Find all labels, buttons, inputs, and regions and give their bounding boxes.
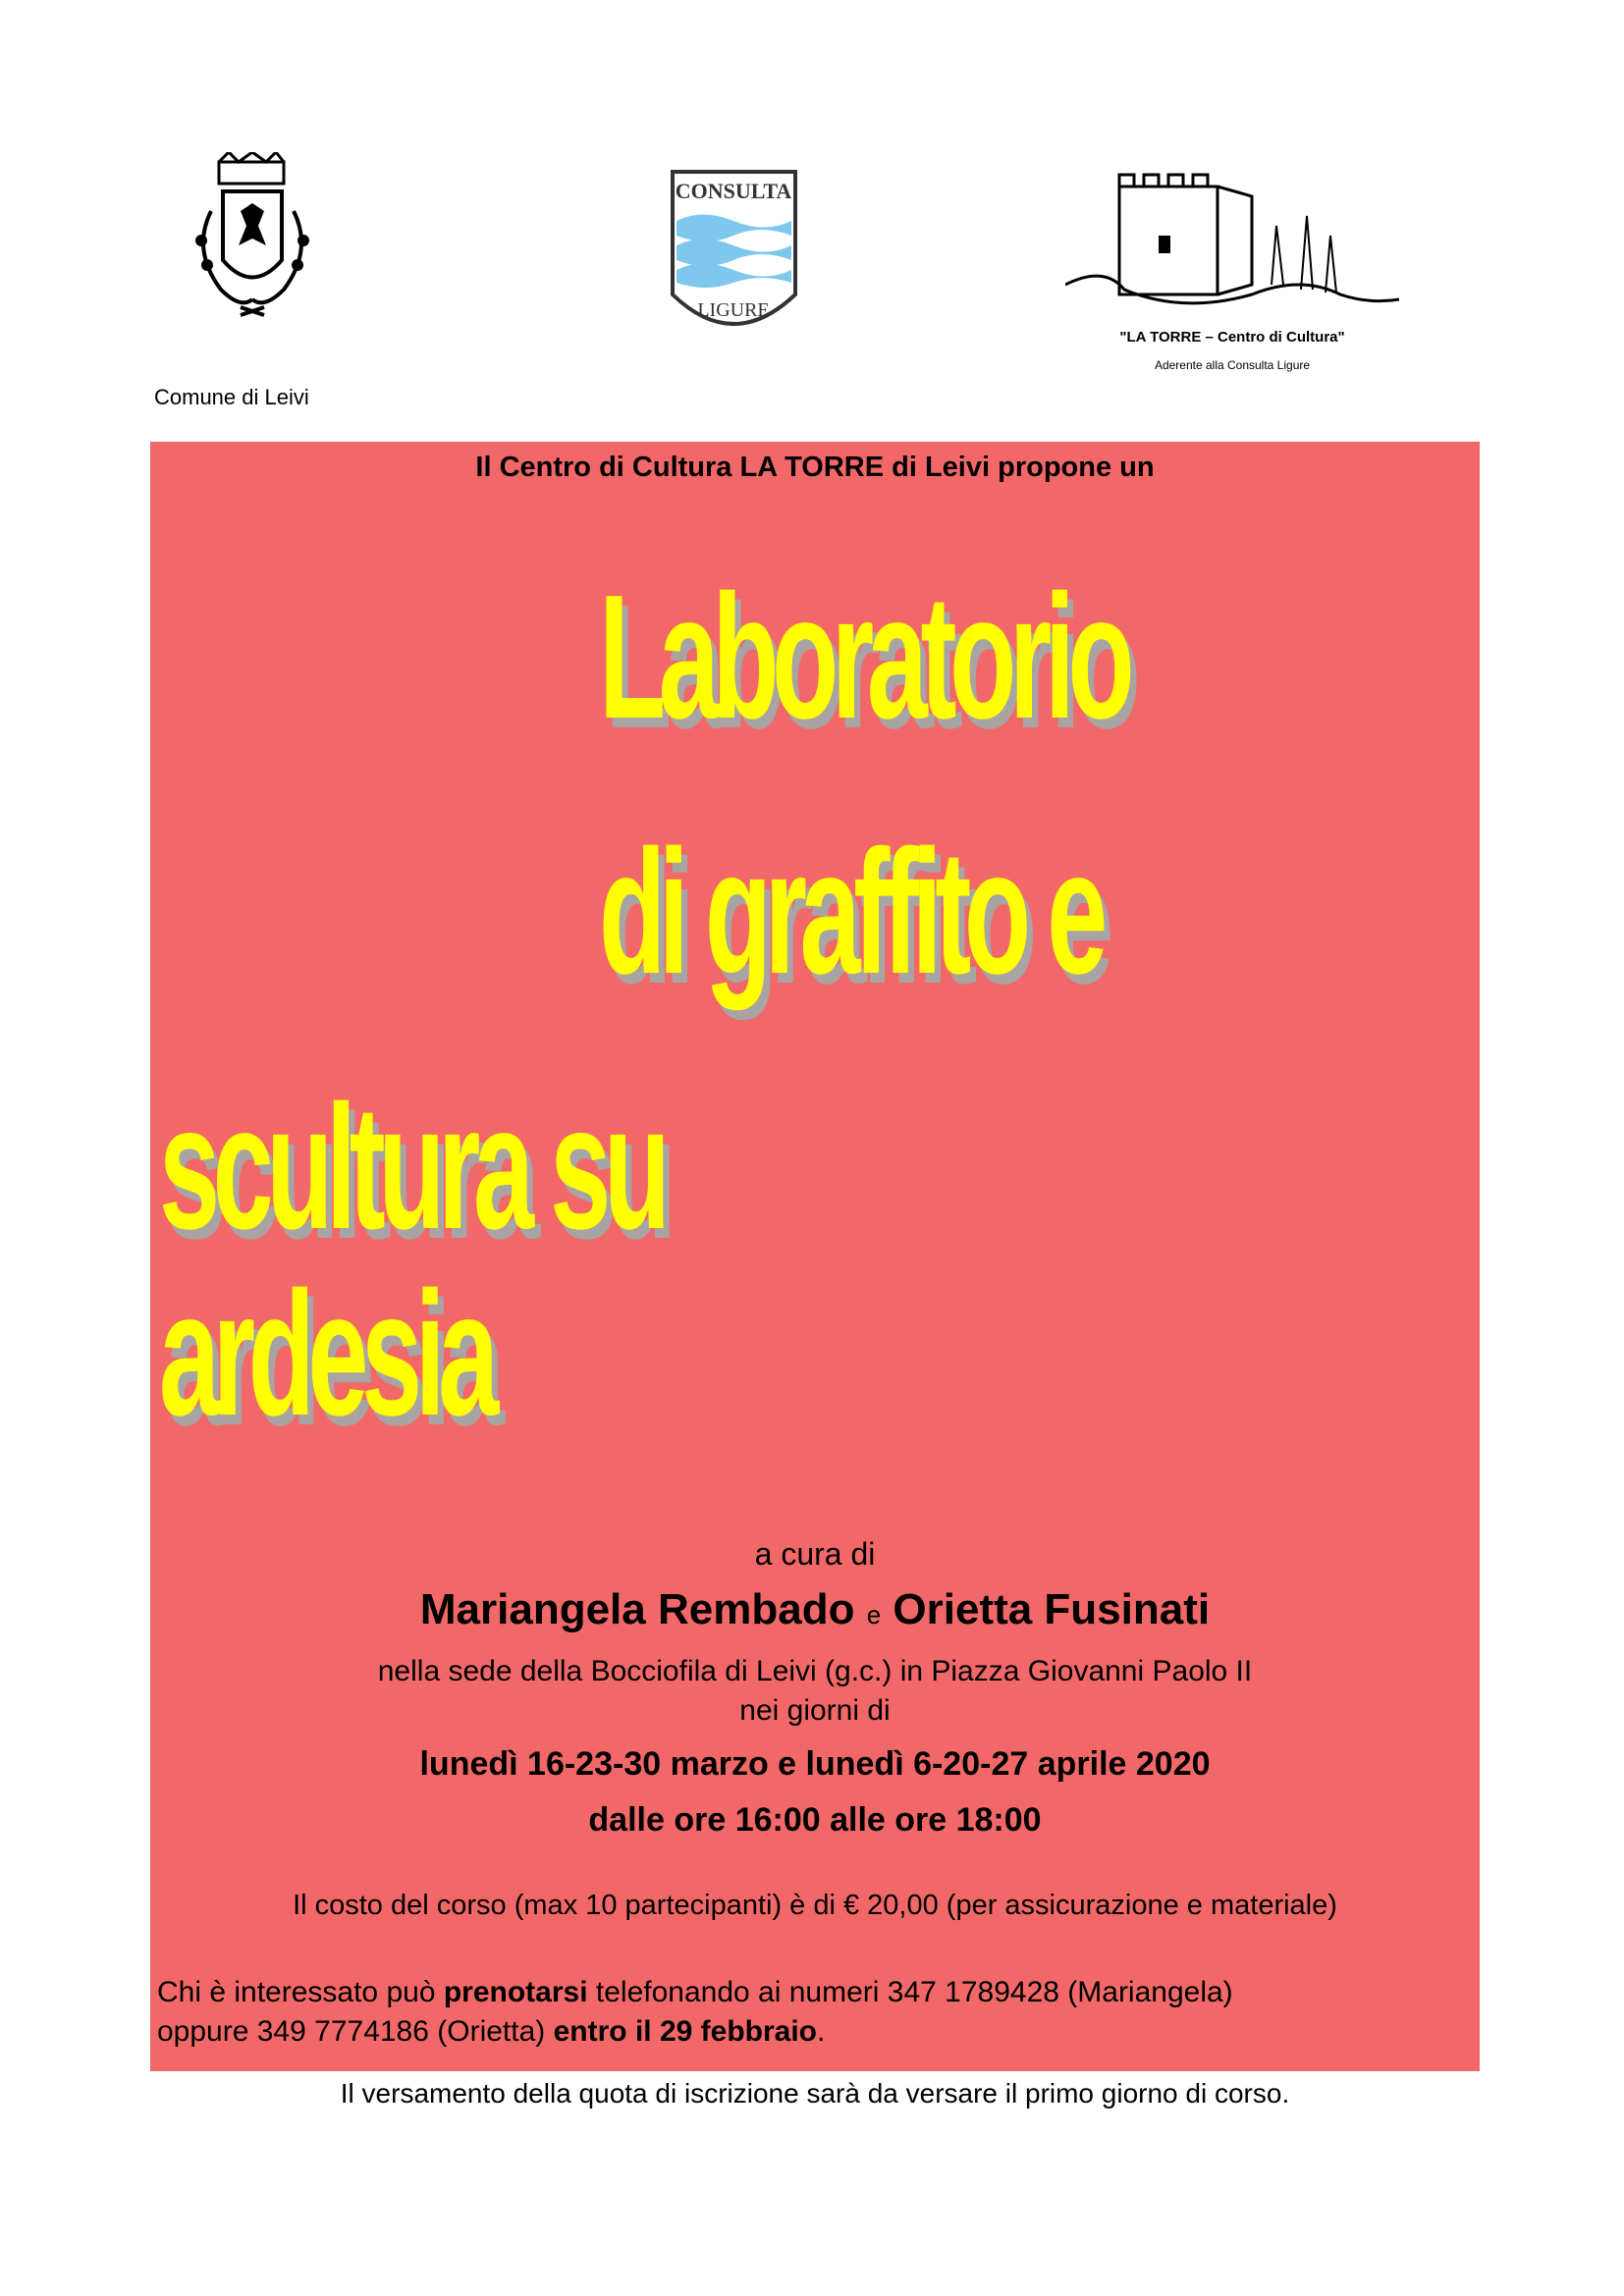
venue-line: nella sede della Bocciofila di Leivi (g.c.) in Piazza Giovanni Paolo II — [377, 1655, 1253, 1687]
cost-line: Il costo del corso (max 10 partecipanti) è di € 20,00 (per assicurazione e materiale) — [293, 1890, 1337, 1921]
authors-line — [150, 1585, 1480, 1634]
title-line-2: di graffito e — [599, 814, 1101, 1011]
booking-keyword: prenotarsi — [443, 1976, 588, 2008]
consulta-ligure-logo — [663, 167, 805, 348]
comune-crest-logo — [172, 152, 334, 329]
svg-text:CONSULTA: CONSULTA — [675, 179, 792, 203]
payment-note: Il versamento della quota di iscrizione sarà da versare il primo giorno di corso. — [340, 2078, 1290, 2109]
hours-line: dalle ore 16:00 alle ore 18:00 — [588, 1801, 1042, 1839]
author-conjunction: e — [866, 1600, 882, 1629]
contact-line-2: oppure 349 7774186 (Orietta) entro il 29 febbraio. — [157, 2015, 826, 2048]
days-label: nei giorni di — [739, 1694, 891, 1727]
title-line-1: Laboratorio — [599, 559, 1128, 756]
title-line-4: ardesia — [159, 1255, 492, 1453]
la-torre-subcaption: Aderente alla Consulta Ligure — [1154, 358, 1311, 372]
dates-line: lunedì 16-23-30 marzo e lunedì 6-20-27 aprile 2020 — [419, 1745, 1211, 1783]
la-torre-caption: "LA TORRE – Centro di Cultura" — [1119, 329, 1345, 346]
comune-label: Comune di Leivi — [154, 385, 309, 409]
title-line-3: scultura su — [159, 1069, 664, 1266]
svg-text:LIGURE: LIGURE — [697, 299, 770, 321]
cura-label: a cura di — [754, 1536, 876, 1572]
deadline: entro il 29 febbraio — [553, 2015, 817, 2048]
author-1: Mariangela Rembado — [419, 1585, 855, 1633]
contact-line-1: Chi è interessato può prenotarsi telefonando ai numeri 347 1789428 (Mariangela) — [157, 1976, 1233, 2008]
intro-line: Il Centro di Cultura LA TORRE di Leivi propone un — [475, 452, 1155, 483]
author-2: Orietta Fusinati — [893, 1585, 1211, 1633]
la-torre-tower-logo — [1065, 167, 1399, 329]
